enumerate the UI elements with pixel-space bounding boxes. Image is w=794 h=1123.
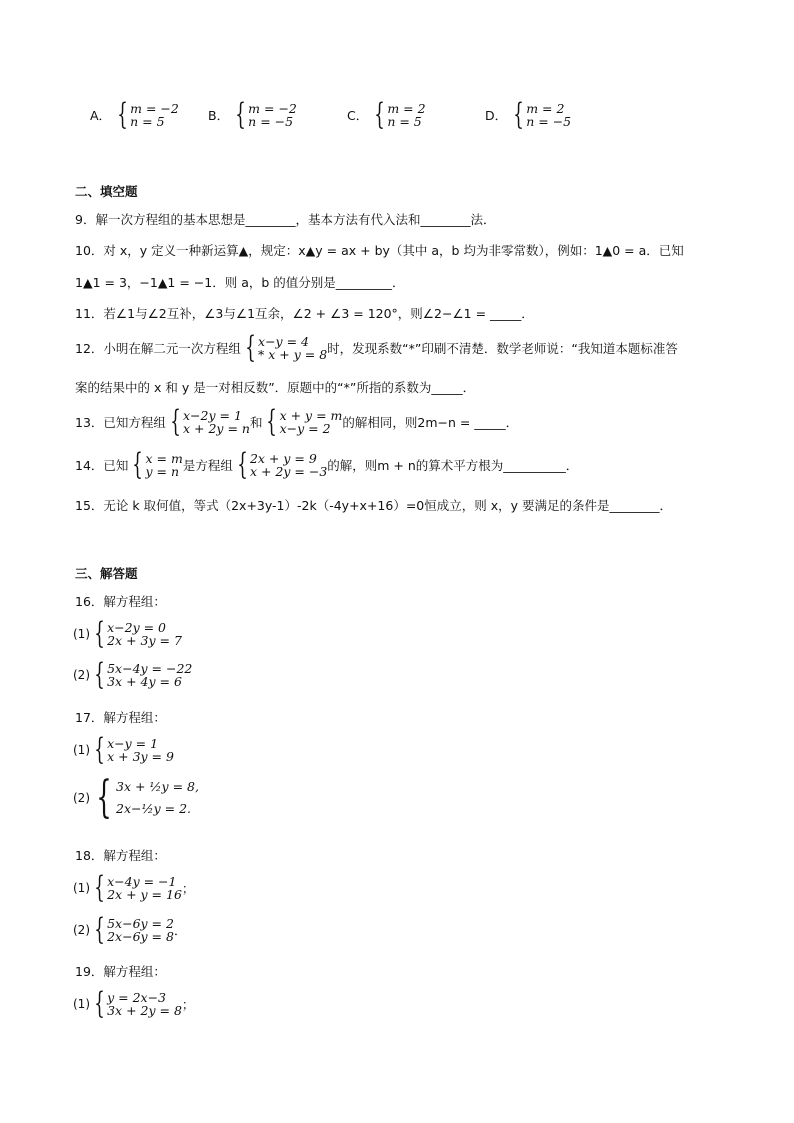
question-11: 11．若∠1与∠2互补，∠3与∠1互余，∠2 + ∠3 = 120°，则∠2−∠1 = _____． [75, 306, 534, 321]
option-c[interactable] [347, 97, 426, 132]
brace-icon: { [513, 97, 524, 132]
question-13 [75, 404, 519, 439]
brace-icon: { [94, 986, 105, 1021]
part-label: (1) [73, 743, 90, 757]
question-19-title: 19．解方程组： [75, 964, 166, 979]
equation: n = −5 [248, 114, 294, 129]
equation: x−2y = 0 [107, 620, 167, 635]
part-label: (2) [73, 923, 90, 937]
equation: 5x−4y = −22 [107, 661, 193, 676]
equation: x−y = 4 [258, 334, 309, 349]
option-label: C． [347, 108, 369, 123]
question-17-part2 [73, 772, 199, 823]
brace-icon: { [132, 447, 144, 482]
option-b[interactable] [208, 97, 297, 132]
equation: * x + y = 8 [258, 347, 328, 362]
q13-text-mid: 和 [249, 415, 263, 430]
equation: m = 2 [526, 101, 565, 116]
brace-icon: { [94, 732, 105, 767]
section-heading-solve: 三、解答题 [75, 566, 138, 581]
equation: 2x−6y = 8 [107, 929, 174, 944]
equation: 2x + y = 9 [249, 451, 317, 466]
brace-icon: { [245, 330, 256, 365]
equation: x−y = 2 [279, 421, 331, 436]
question-16-title: 16．解方程组： [75, 594, 166, 609]
equation: m = −2 [248, 101, 297, 116]
brace-icon: { [374, 97, 386, 132]
question-19-part1 [73, 986, 195, 1021]
brace-icon: { [94, 870, 105, 905]
brace-icon: { [94, 657, 105, 692]
q13-text-post: 的解相同，则2m−n = _____． [342, 415, 519, 430]
question-18-part2 [73, 912, 187, 947]
equation: m = −2 [130, 101, 179, 116]
section-heading-fill-blank: 二、填空题 [75, 184, 138, 199]
brace-icon: { [94, 912, 105, 947]
q12-text-post: 时，发现系数“*”印刷不清楚．数学老师说：“我知道本题标准答 [327, 341, 678, 356]
equation: x = m [145, 451, 183, 466]
equation: y = 2x−3 [107, 990, 167, 1005]
q13-text-pre: 13．已知方程组 [75, 415, 166, 430]
brace-icon: { [170, 404, 181, 439]
equation: n = 5 [130, 114, 165, 129]
option-label: D． [485, 108, 508, 123]
part-tail: ； [181, 881, 195, 896]
question-16-part1 [73, 616, 182, 651]
question-18-part1 [73, 870, 195, 905]
q14-text-pre: 14．已知 [75, 458, 129, 473]
question-9: 9．解一次方程组的基本思想是________，基本方法有代入法和________法． [75, 212, 496, 227]
equation: x−4y = −1 [107, 874, 177, 889]
brace-icon: { [266, 404, 278, 439]
part-label: (1) [73, 997, 90, 1011]
brace-icon: { [94, 616, 105, 651]
q14-text-mid: 是方程组 [182, 458, 233, 473]
part-label: (2) [73, 791, 90, 805]
equation: x−y = 1 [107, 736, 159, 751]
brace-icon: { [235, 97, 246, 132]
equation: 3x + ½y = 8, [116, 779, 199, 794]
equation: 5x−6y = 2 [107, 916, 174, 931]
equation: 2x + 3y = 7 [107, 633, 182, 648]
brace-icon: { [237, 447, 248, 482]
equation: x + 2y = n [183, 421, 250, 436]
question-17-part1 [73, 732, 174, 767]
option-a[interactable] [90, 97, 179, 132]
equation: m = 2 [387, 101, 426, 116]
question-17-title: 17．解方程组： [75, 710, 166, 725]
brace-icon: { [117, 97, 128, 132]
equation: x−2y = 1 [183, 408, 242, 423]
equation: 3x + 4y = 6 [107, 674, 182, 689]
equation: x + 2y = −3 [249, 464, 328, 479]
equation: 2x−½y = 2. [116, 801, 191, 816]
option-d[interactable] [485, 97, 572, 132]
equation: x + y = m [279, 408, 343, 423]
question-12 [75, 330, 678, 365]
part-label: (1) [73, 881, 90, 895]
question-12-line2: 案的结果中的 x 和 y 是一对相反数”．原题中的“*”所指的系数为_____． [75, 380, 476, 395]
part-tail: ； [181, 997, 195, 1012]
question-18-title: 18．解方程组： [75, 848, 166, 863]
question-16-part2 [73, 657, 193, 692]
q14-text-post: 的解，则m + n的算术平方根为__________． [327, 458, 579, 473]
equation: x + 3y = 9 [107, 749, 174, 764]
equation: 2x + y = 16 [107, 887, 182, 902]
equation: n = −5 [526, 114, 572, 129]
question-15: 15．无论 k 取何值，等式（2x+3y-1）-2k（-4y+x+16）=0恒成立，则 x，y 要满足的条件是________． [75, 498, 672, 513]
part-label: (1) [73, 627, 90, 641]
equation: n = 5 [387, 114, 422, 129]
part-tail: ． [173, 923, 187, 938]
part-label: (2) [73, 668, 90, 682]
option-label: A． [90, 108, 112, 123]
equation: 3x + 2y = 8 [107, 1003, 182, 1018]
question-10-line1: 10．对 x，y 定义一种新运算▲，规定：x▲y = ax + by（其中 a，b 均为非零常数），例如：1▲0 = a．已知 [75, 243, 684, 258]
equation: y = n [145, 464, 180, 479]
q12-text-pre: 12．小明在解二元一次方程组 [75, 341, 241, 356]
option-label: B． [208, 108, 230, 123]
question-14 [75, 447, 579, 482]
brace-icon: { [96, 772, 112, 823]
question-10-line2: 1▲1 = 3，−1▲1 = −1．则 a，b 的值分别是_________． [75, 275, 405, 290]
